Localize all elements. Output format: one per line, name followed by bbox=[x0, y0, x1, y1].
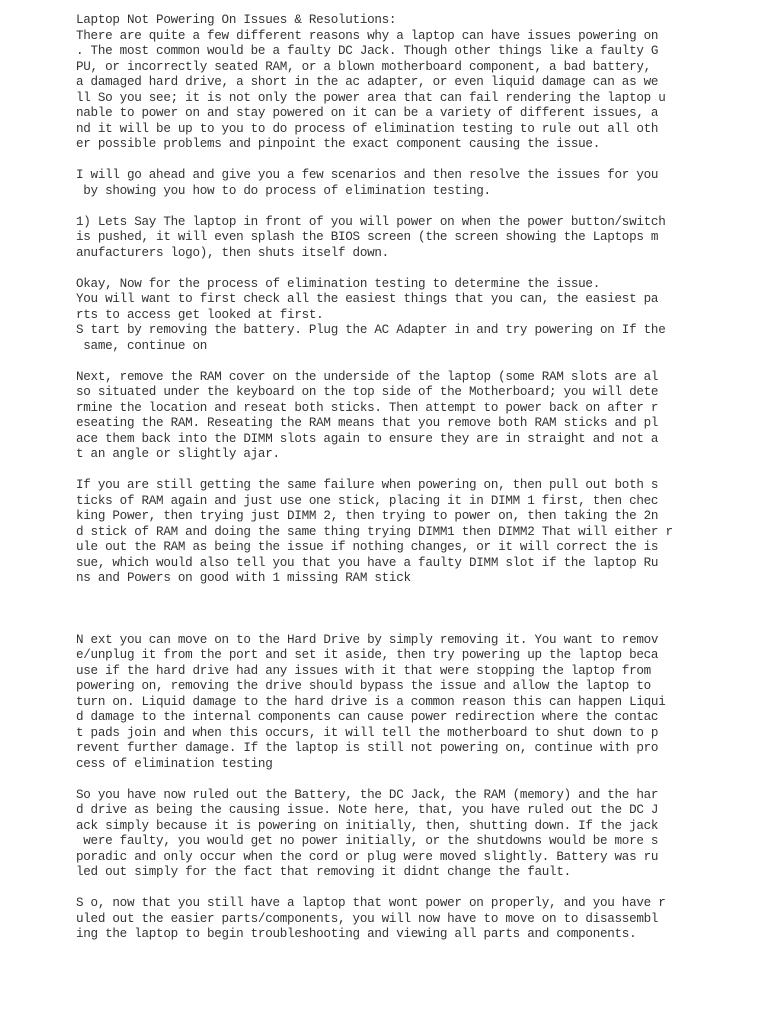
disassembly-paragraph: S o, now that you still have a laptop that wont power on properly, and you have r uled out the easier parts/components, you will now have to move on to disassembl ing the laptop to begin troubleshooting and viewing all parts and components. bbox=[76, 896, 666, 941]
ram-reseat-paragraph: Next, remove the RAM cover on the underside of the laptop (some RAM slots are al so situated under the keyboard on the top side of the Motherboard; you will dete rmine the location and reseat both sticks. Then attempt to power back on after r eseating the RAM. Reseating the RAM means that you remove both RAM sticks and pl ace them back into the DIMM slots again to ensure they are in straight and not a t an angle or slightly ajar. bbox=[76, 369, 659, 461]
scenarios-paragraph: I will go ahead and give you a few scenarios and then resolve the issues for you by showing you how to do process of elimination testing. bbox=[76, 168, 659, 198]
ram-single-stick-paragraph: If you are still getting the same failure when powering on, then pull out both s ticks of RAM again and just use one stick, placing it in DIMM 1 first, then chec king Power, then trying just DIMM 2, then trying to power on, then taking the 2n d stick of RAM and doing the same thing trying DIMM1 then DIMM2 That will either r ule out the RAM as being the issue if nothing changes, or it will correct the is sue, which would also tell you that you have a faulty DIMM slot if the laptop Ru ns and Powers on good with 1 missing RAM stick bbox=[76, 478, 673, 585]
intro-paragraph: Laptop Not Powering On Issues & Resolutions: There are quite a few different reasons why a laptop can have issues powering on . The most common would be a faulty DC Jack. Though other things like a faulty G PU, or incorrectly seated RAM, or a blown motherboard component, a bad battery, a damaged hard drive, a short in the ac adapter, or even liquid damage can as we ll So you see; it is not only the power area that can fail rendering the laptop u nable to power on and stay powered on it can be a variety of different issues, a nd it will be up to you to do process of elimination testing to rule out all oth er possible problems and pinpoint the exact component causing the issue. bbox=[76, 13, 666, 151]
battery-test-paragraph: Okay, Now for the process of elimination testing to determine the issue. You will want to first check all the easiest things that you can, the easiest pa rts to access get looked at first. S tart by removing the battery. Plug the AC Adapter in and try powering on If the same, continue on bbox=[76, 276, 666, 353]
document-page bbox=[76, 13, 716, 943]
ruled-out-summary-paragraph: So you have now ruled out the Battery, the DC Jack, the RAM (memory) and the har d drive as being the causing issue. Note here, that, you have ruled out the DC J ack simply because it is powering on initially, then, shutting down. If the jack were faulty, you would get no power initially, or the shutdowns would be more s poradic and only occur when the cord or plug were moved slightly. Battery was ru led out simply for the fact that removing it didnt change the fault. bbox=[76, 787, 659, 879]
scenario-1-paragraph: 1) Lets Say The laptop in front of you will power on when the power button/switch is pushed, it will even splash the BIOS screen (the screen showing the Laptops m anufacturers logo), then shuts itself down. bbox=[76, 214, 666, 260]
hard-drive-paragraph: N ext you can move on to the Hard Drive by simply removing it. You want to remov e/unplug it from the port and set it aside, then try powering up the laptop beca use if the hard drive had any issues with it that were stopping the laptop from powering on, removing the drive should bypass the issue and allow the laptop to turn on. Liquid damage to the hard drive is a common reason this can happen Liqui d damage to the internal components can cause power redirection where the contac t pads join and when this occurs, it will tell the motherboard to shut down to p revent further damage. If the laptop is still not powering on, continue with pro cess of elimination testing bbox=[76, 632, 666, 771]
